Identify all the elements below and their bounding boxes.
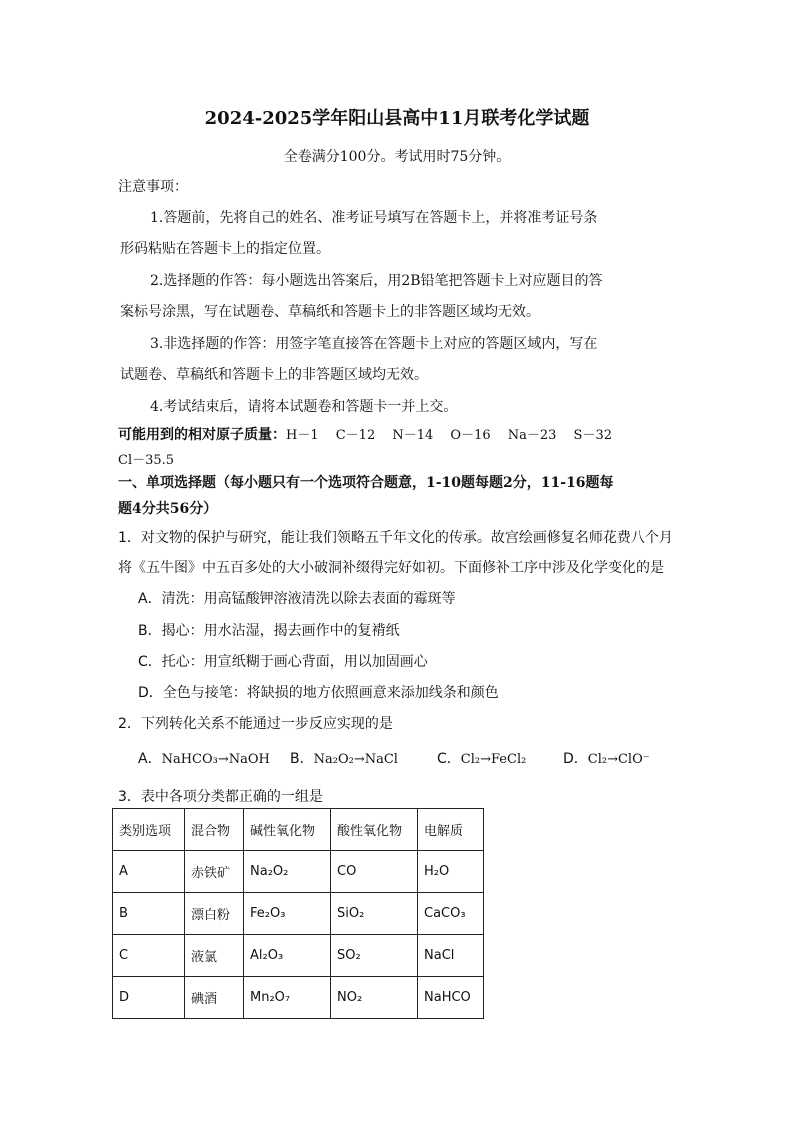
atomic-mass-values: H－1 C－12 N－14 O－16 Na－23 S－32 xyxy=(286,428,612,443)
notice-item-3-cont: 试题卷、草稿纸和答题卡上的非答题区域均无效。 xyxy=(120,367,428,383)
table-row xyxy=(113,935,484,977)
table-cell: SO₂ xyxy=(331,935,418,977)
option-a-formula: NaHCO₃→NaOH xyxy=(161,752,270,767)
section-heading: 一、单项选择题（每小题只有一个选项符合题意，1-10题每题2分，11-16题每 xyxy=(118,475,614,491)
table-row xyxy=(113,893,484,935)
question-2-option-c xyxy=(437,748,526,768)
notice-item-1-cont: 形码粘贴在答题卡上的指定位置。 xyxy=(120,241,330,257)
option-a-label: A． xyxy=(138,751,162,767)
notice-item-3: 3.非选择题的作答：用签字笔直接答在答题卡上对应的答题区域内，写在 xyxy=(150,336,598,352)
notice-item-2-cont: 案标号涂黑，写在试题卷、草稿纸和答题卡上的非答题区域均无效。 xyxy=(120,304,540,320)
table-cell: Fe₂O₃ xyxy=(244,893,331,935)
question-2-stem: 2．下列转化关系不能通过一步反应实现的是 xyxy=(118,716,393,732)
atomic-mass-values-cont: Cl－35.5 xyxy=(118,453,175,468)
table-cell: CaCO₃ xyxy=(418,893,484,935)
table-header-cell: 酸性氧化物 xyxy=(331,809,418,851)
notice-item-1: 1.答题前，先将自己的姓名、准考证号填写在答题卡上，并将准考证号条 xyxy=(150,210,598,226)
table-cell: Mn₂O₇ xyxy=(244,977,331,1019)
table-cell: H₂O xyxy=(418,851,484,893)
notice-heading: 注意事项： xyxy=(118,179,188,195)
table-cell: NaHCO xyxy=(418,977,484,1019)
table-header-cell: 类别选项 xyxy=(113,809,185,851)
exam-info: 全卷满分100分。考试用时75分钟。 xyxy=(283,149,511,165)
question-2-option-d xyxy=(563,748,650,768)
table-cell: SiO₂ xyxy=(331,893,418,935)
question-1-stem-cont: 将《五牛图》中五百多处的大小破洞补缀得完好如初。下面修补工序中涉及化学变化的是 xyxy=(118,560,664,576)
question-1-option-d: D．全色与接笔：将缺损的地方依照画意来添加线条和颜色 xyxy=(138,685,499,701)
table-cell: NO₂ xyxy=(331,977,418,1019)
option-c-formula: Cl₂→FeCl₂ xyxy=(460,752,527,767)
table-cell: 液氯 xyxy=(185,935,244,977)
table-cell: 赤铁矿 xyxy=(185,851,244,893)
table-cell: CO xyxy=(331,851,418,893)
table-header-cell: 混合物 xyxy=(185,809,244,851)
table-cell: NaCl xyxy=(418,935,484,977)
page-title: 2024-2025学年阳山县高中11月联考化学试题 xyxy=(204,108,590,129)
notice-item-2: 2.选择题的作答：每小题选出答案后，用2B铅笔把答题卡上对应题目的答 xyxy=(150,273,603,289)
table-cell: D xyxy=(113,977,185,1019)
option-d-label: D． xyxy=(563,751,588,767)
question-1-option-c: C．托心：用宣纸糊于画心背面，用以加固画心 xyxy=(138,654,428,670)
table-header-cell: 电解质 xyxy=(418,809,484,851)
table-cell: A xyxy=(113,851,185,893)
section-heading-cont: 题4分共56分） xyxy=(118,501,218,517)
atomic-mass-line xyxy=(118,424,612,444)
option-c-label: C． xyxy=(437,751,461,767)
table-header-cell: 碱性氧化物 xyxy=(244,809,331,851)
table-cell: 碘酒 xyxy=(185,977,244,1019)
option-b-formula: Na₂O₂→NaCl xyxy=(313,752,398,767)
option-d-formula: Cl₂→ClO⁻ xyxy=(587,752,650,767)
question-1-stem: 1．对文物的保护与研究，能让我们领略五千年文化的传承。故宫绘画修复名师花费八个月 xyxy=(118,530,673,546)
table-cell: C xyxy=(113,935,185,977)
table-row xyxy=(113,851,484,893)
question-2-option-a xyxy=(138,748,270,768)
question-3-stem: 3．表中各项分类都正确的一组是 xyxy=(118,789,323,805)
notice-item-4: 4.考试结束后，请将本试题卷和答题卡一并上交。 xyxy=(150,399,458,415)
question-1-option-b: B．揭心：用水沾湿，揭去画作中的复褙纸 xyxy=(138,623,400,639)
question-2-option-b xyxy=(290,748,398,768)
option-b-label: B． xyxy=(290,751,314,767)
question-1-option-a: A．清洗：用高锰酸钾溶液清洗以除去表面的霉斑等 xyxy=(138,591,456,607)
table-cell: Na₂O₂ xyxy=(244,851,331,893)
table-cell: Al₂O₃ xyxy=(244,935,331,977)
table-header-row xyxy=(113,809,484,851)
classification-table xyxy=(112,808,484,1019)
table-row xyxy=(113,977,484,1019)
table-cell: B xyxy=(113,893,185,935)
table-cell: 漂白粉 xyxy=(185,893,244,935)
atomic-mass-label: 可能用到的相对原子质量： xyxy=(118,427,286,443)
